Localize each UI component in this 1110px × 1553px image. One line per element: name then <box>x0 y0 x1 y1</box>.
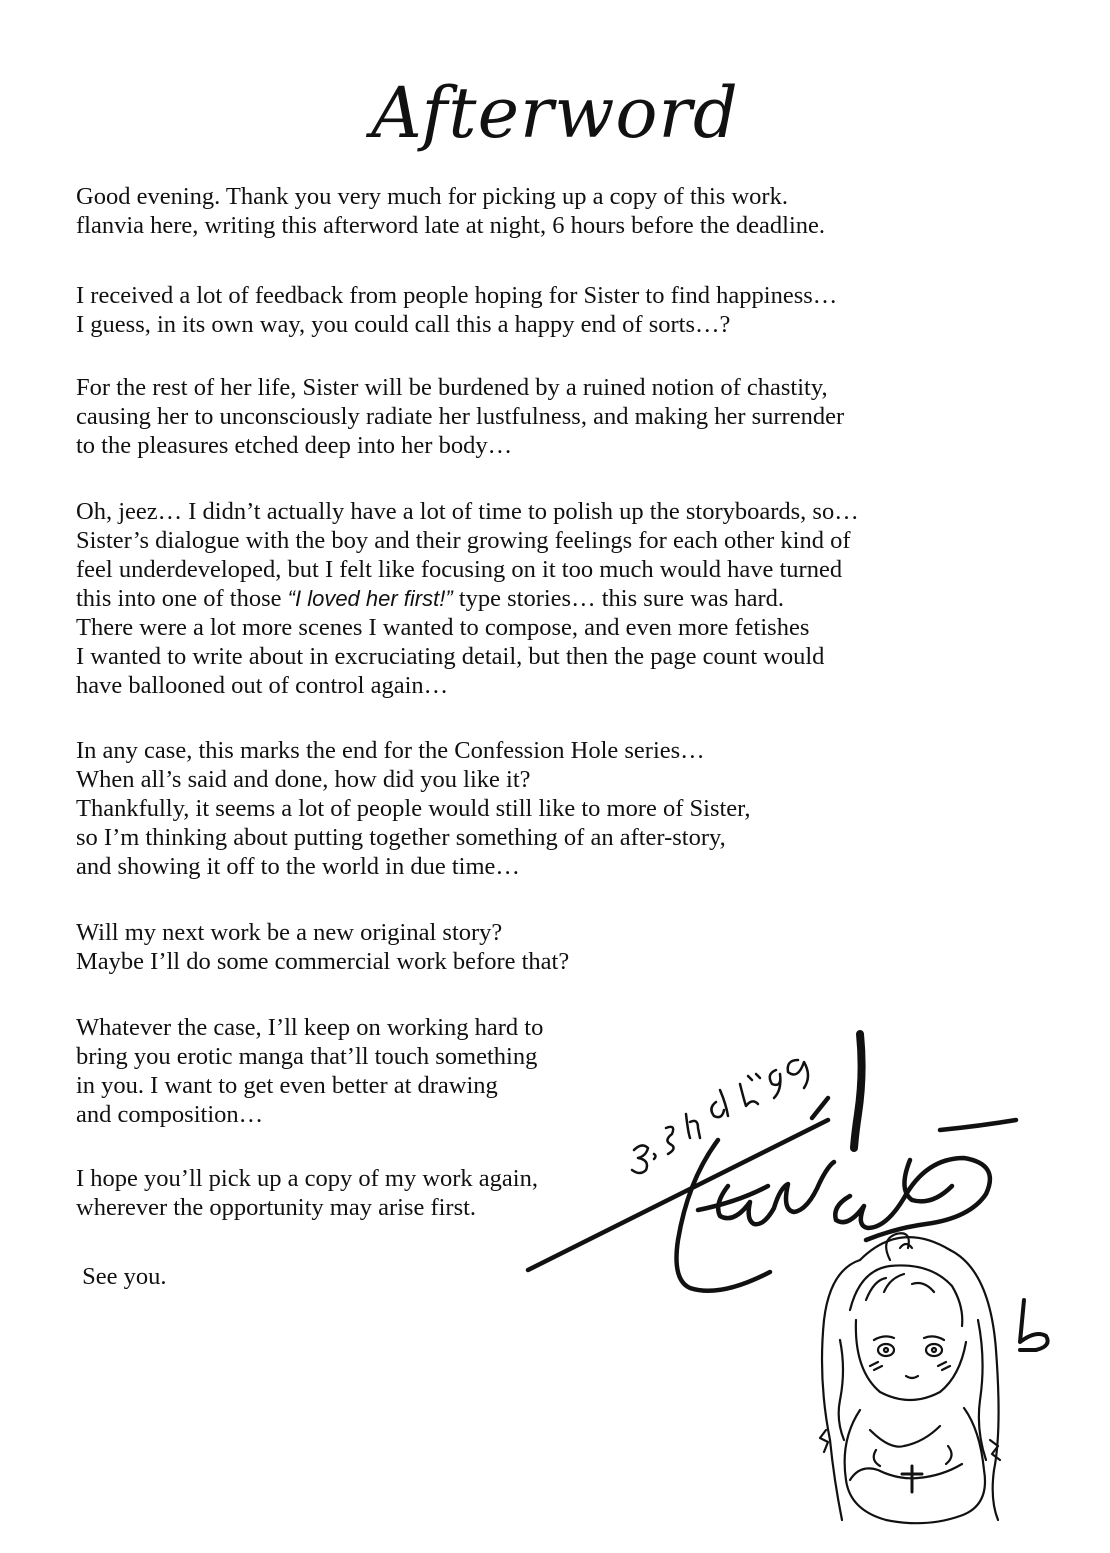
text-line: For the rest of her life, Sister will be burdened by a ruined notion of chastity, <box>76 374 828 401</box>
text-line: causing her to unconsciously radiate her lustfulness, and making her surrender <box>76 403 845 430</box>
text-line: Good evening. Thank you very much for picking up a copy of this work. <box>76 183 788 210</box>
signature-drawing <box>520 1010 1080 1550</box>
paragraph-storyboards <box>76 497 859 700</box>
paragraph-pick-up-again <box>76 1164 538 1222</box>
text-line: There were a lot more scenes I wanted to compose, and even more fetishes <box>76 614 810 641</box>
text-line: and showing it off to the world in due time… <box>76 853 520 880</box>
paragraph-series-end <box>76 736 750 881</box>
flanvia-signature-icon <box>528 1098 1016 1291</box>
text-line: Sister’s dialogue with the boy and their growing feelings for each other kind of <box>76 527 851 554</box>
paragraph-feedback <box>76 281 837 339</box>
page-title: Afterword <box>371 72 739 154</box>
text-line: I guess, in its own way, you could call this a happy end of sorts…? <box>76 311 731 338</box>
handwritten-note-icon <box>632 1060 808 1173</box>
text-line: to the pleasures etched deep into her body… <box>76 432 513 459</box>
text-fragment: this into one of those <box>76 585 288 612</box>
chibi-nun-icon <box>820 1233 1000 1523</box>
text-line: When all’s said and done, how did you like it? <box>76 766 531 793</box>
text-line: wherever the opportunity may arise first. <box>76 1194 477 1221</box>
text-line: flanvia here, writing this afterword late at night, 6 hours before the deadline. <box>76 212 826 239</box>
text-line: bring you erotic manga that’ll touch something <box>76 1043 538 1070</box>
text-fragment: type stories… this sure was hard. <box>452 585 785 612</box>
text-line: in you. I want to get even better at drawing <box>76 1072 498 1099</box>
text-line: and composition… <box>76 1101 264 1128</box>
text-line: In any case, this marks the end for the Confession Hole series… <box>76 737 705 764</box>
text-line-with-quote <box>76 584 859 613</box>
paragraph-greeting <box>76 182 825 240</box>
text-line: I received a lot of feedback from people hoping for Sister to find happiness… <box>76 282 838 309</box>
text-line: Whatever the case, I’ll keep on working hard to <box>76 1014 544 1041</box>
text-line: See you. <box>76 1263 167 1290</box>
text-line: have ballooned out of control again… <box>76 672 449 699</box>
text-line: I wanted to write about in excruciating detail, but then the page count would <box>76 643 825 670</box>
text-line: feel underdeveloped, but I felt like focusing on it too much would have turned <box>76 556 843 583</box>
paragraph-keep-working <box>76 1013 543 1129</box>
paragraph-see-you <box>76 1262 167 1291</box>
signature-stroke-icon <box>854 1034 862 1148</box>
quoted-phrase: “I loved her first!” <box>287 586 453 611</box>
paragraph-sister-fate <box>76 373 844 460</box>
signature-area <box>520 1010 1080 1550</box>
text-line: Oh, jeez… I didn’t actually have a lot of time to polish up the storyboards, so… <box>76 498 859 525</box>
text-line: so I’m thinking about putting together something of an after-story, <box>76 824 726 851</box>
paragraph-next-work <box>76 918 569 976</box>
text-line: I hope you’ll pick up a copy of my work again, <box>76 1165 538 1192</box>
text-line: Will my next work be a new original story? <box>76 919 503 946</box>
text-line: Maybe I’ll do some commercial work before that? <box>76 948 570 975</box>
small-mark-icon <box>1020 1300 1048 1350</box>
text-line: Thankfully, it seems a lot of people would still like to more of Sister, <box>76 795 751 822</box>
